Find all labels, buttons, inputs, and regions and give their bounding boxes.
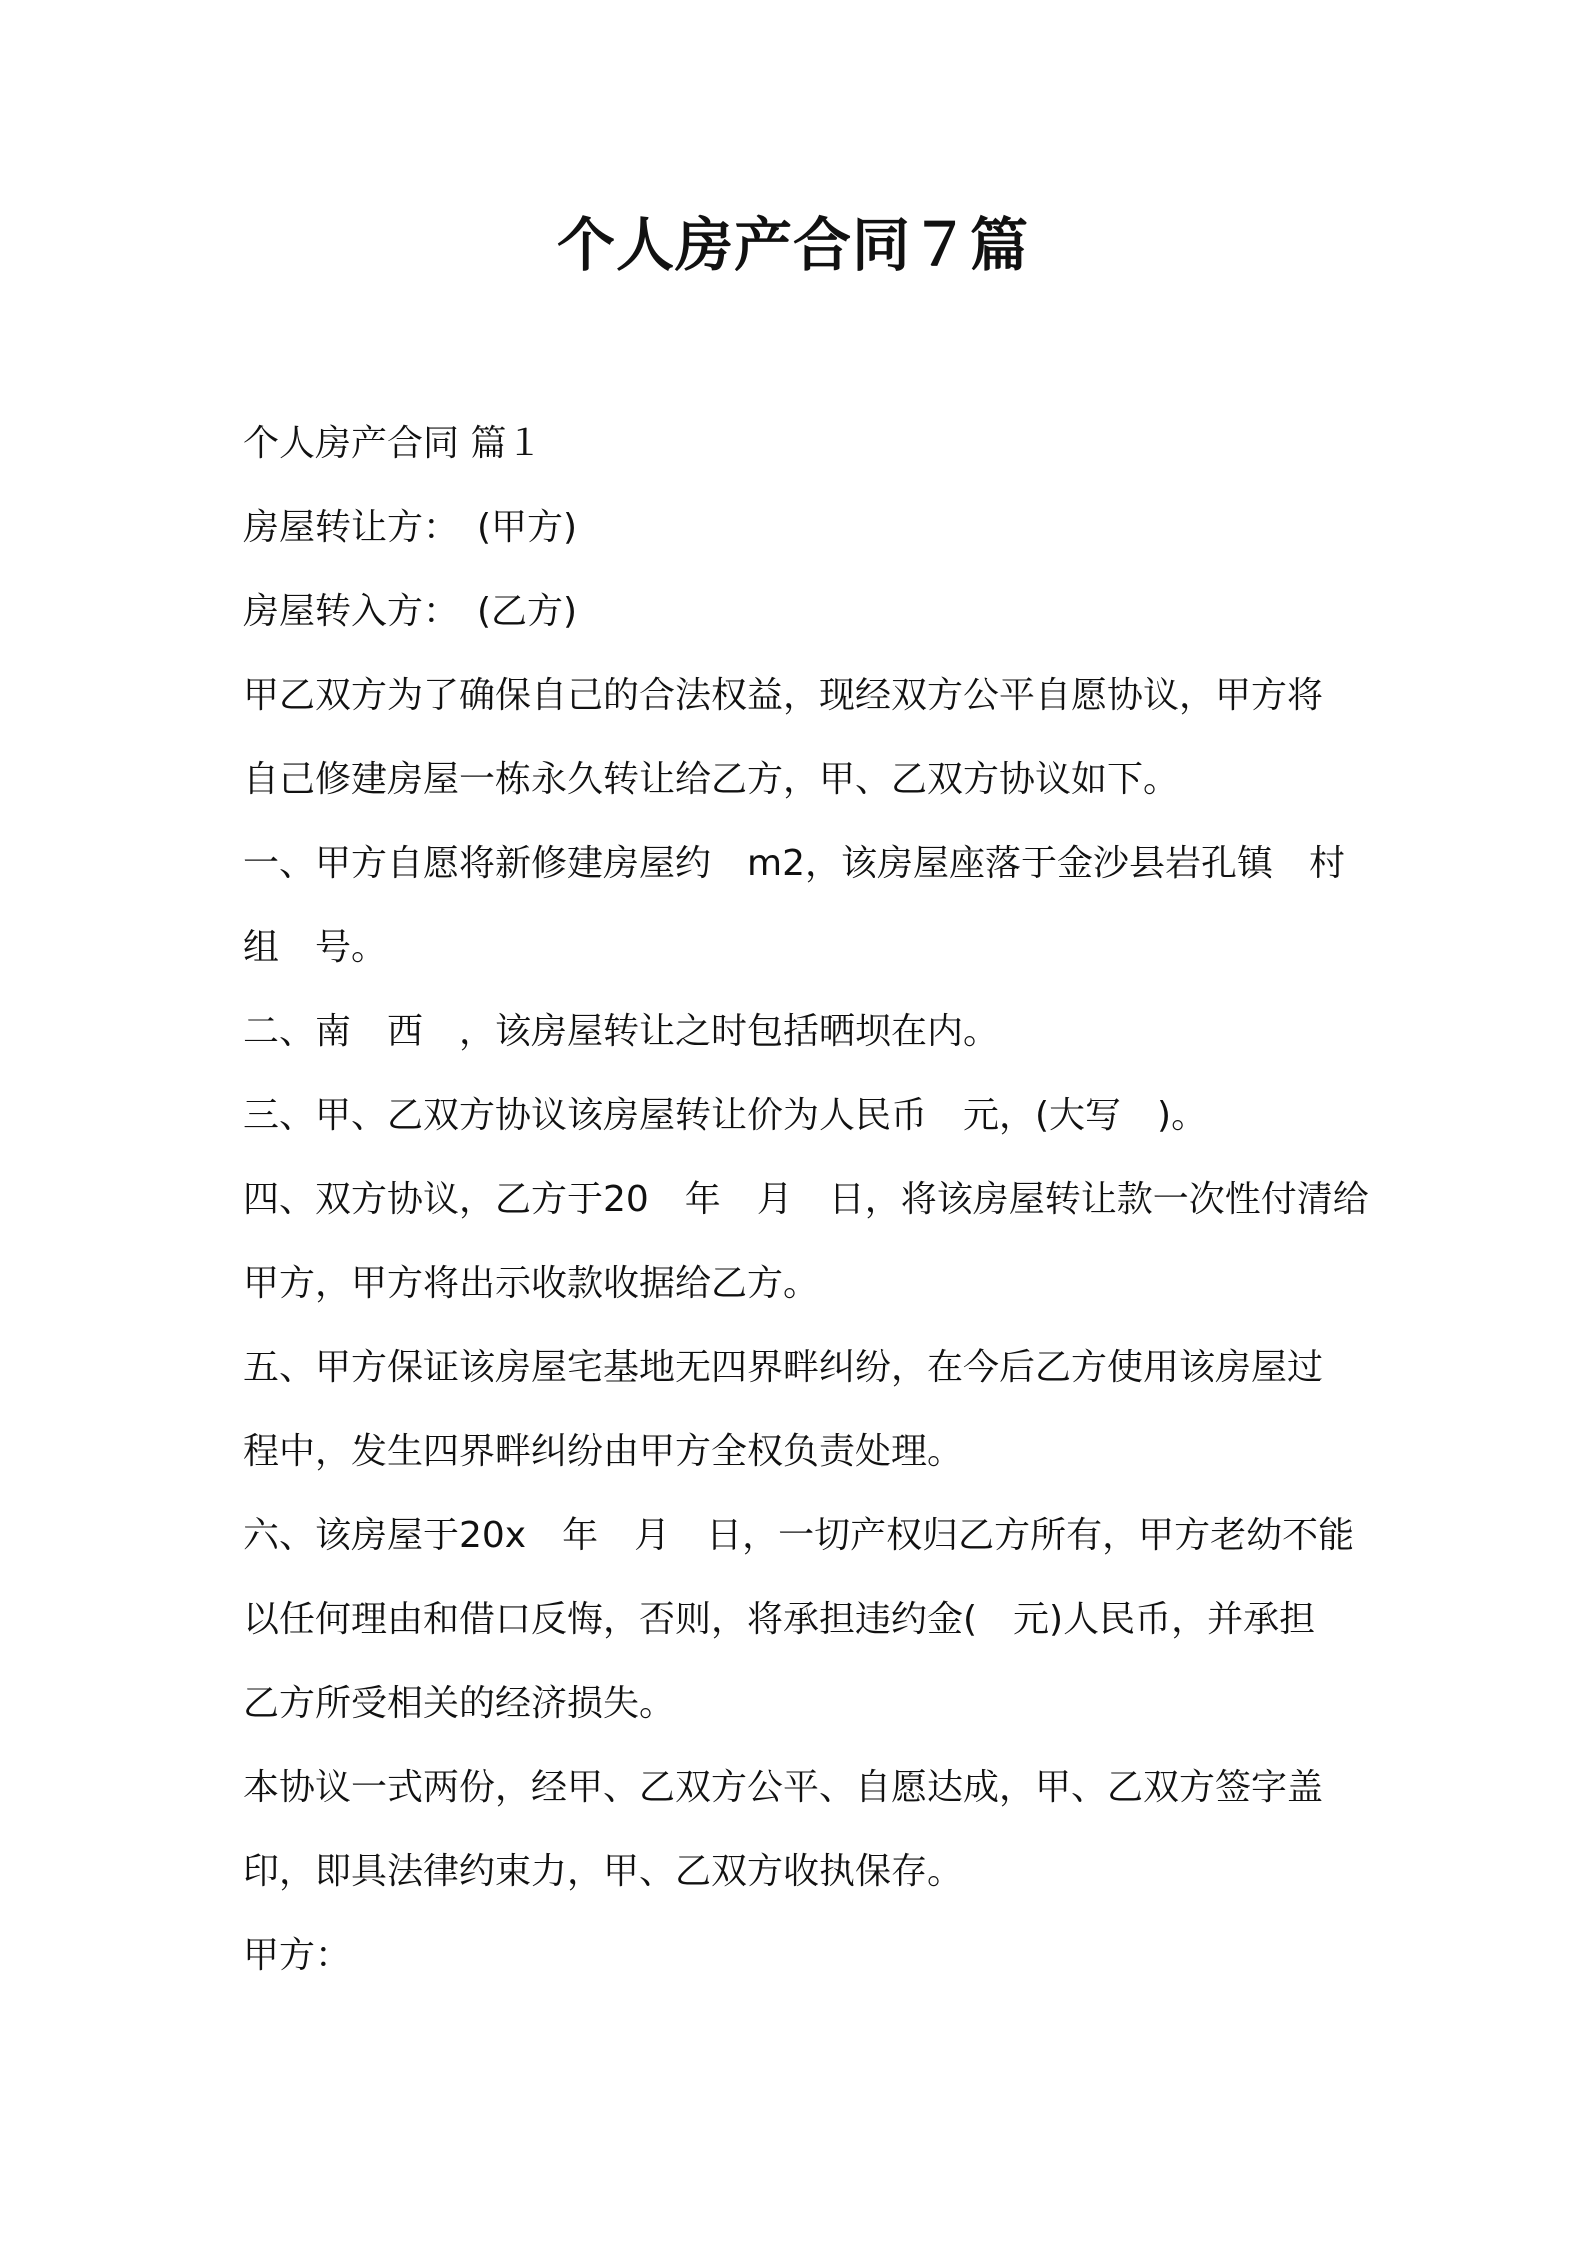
document-title: 个人房产合同７篇 xyxy=(556,211,1029,279)
clause-1-line: 组 号。 xyxy=(243,927,388,968)
clause-6-line: 六、该房屋于20x 年 月 日，一切产权归乙方所有，甲方老幼不能 xyxy=(243,1515,1355,1556)
closing-line: 印，即具法律约束力，甲、乙双方收执保存。 xyxy=(243,1851,964,1892)
clause-5-line: 程中，发生四界畔纠纷由甲方全权负责处理。 xyxy=(243,1431,964,1472)
clause-5-line: 五、甲方保证该房屋宅基地无四界畔纠纷，在今后乙方使用该房屋过 xyxy=(243,1347,1324,1388)
clause-3-line: 三、甲、乙双方协议该房屋转让价为人民币 元，(大写 )。 xyxy=(243,1095,1208,1136)
body-line: 甲乙双方为了确保自己的合法权益，现经双方公平自愿协议，甲方将 xyxy=(243,675,1324,716)
party-a-signature-label: 甲方： xyxy=(243,1935,352,1976)
section-heading: 个人房产合同 篇１ xyxy=(243,423,543,464)
transferee-line: 房屋转入方： (乙方) xyxy=(243,591,578,632)
clause-6-line: 以任何理由和借口反悔，否则，将承担违约金( 元)人民币，并承担 xyxy=(243,1599,1316,1640)
clause-6-line: 乙方所受相关的经济损失。 xyxy=(243,1683,676,1724)
document-body xyxy=(243,402,1369,1998)
body-line: 自己修建房屋一栋永久转让给乙方，甲、乙双方协议如下。 xyxy=(243,759,1180,800)
clause-4-line: 四、双方协议，乙方于20 年 月 日，将该房屋转让款一次性付清给 xyxy=(243,1179,1369,1220)
clause-1-line: 一、甲方自愿将新修建房屋约 m2，该房屋座落于金沙县岩孔镇 村 xyxy=(243,843,1345,884)
closing-line: 本协议一式两份，经甲、乙双方公平、自愿达成，甲、乙双方签字盖 xyxy=(243,1767,1324,1808)
transferor-line: 房屋转让方： (甲方) xyxy=(243,507,578,548)
clause-2-line: 二、南 西 ，该房屋转让之时包括晒坝在内。 xyxy=(243,1011,1000,1052)
clause-4-line: 甲方，甲方将出示收款收据给乙方。 xyxy=(243,1263,820,1304)
